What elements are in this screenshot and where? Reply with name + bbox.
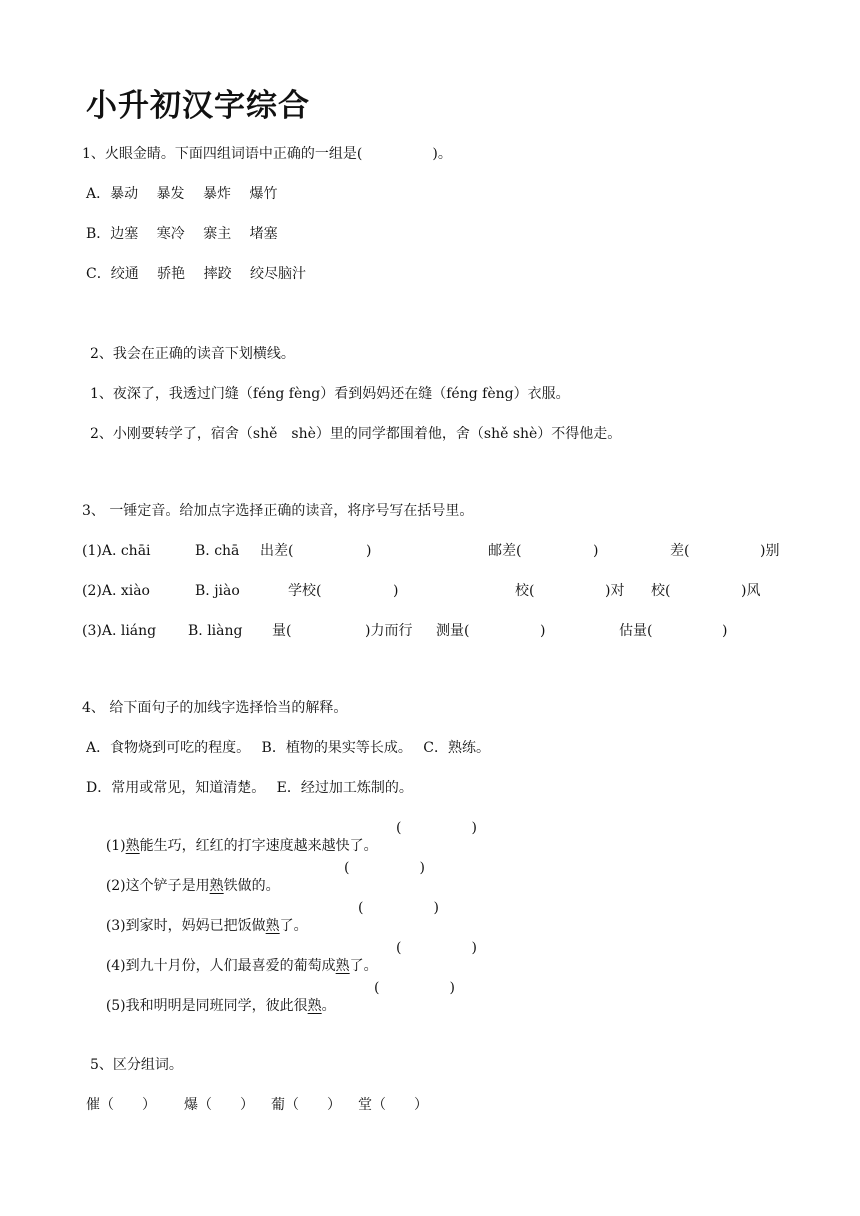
q5-item-3: 葡（ ） <box>271 1097 341 1113</box>
q4-definitions-2: D．常用或常见，知道清楚。 E．经过加工炼制的。 <box>86 780 413 796</box>
underlined-word: 熟 <box>307 998 322 1014</box>
q3-row3-option-a: (3)A. liáng <box>82 623 157 639</box>
q4-answer-blank-3: ( ) <box>358 900 439 916</box>
q5-stem: 5、区分组词。 <box>90 1057 183 1073</box>
q3-row2-option-a: (2)A. xiào <box>82 583 150 599</box>
q4-answer-blank-4: ( ) <box>396 940 477 956</box>
q3-row3-close3: ) <box>722 623 728 639</box>
underlined-word: 熟 <box>265 918 280 934</box>
q3-row2-close3: )风 <box>741 583 761 599</box>
q3-row3-close2: ) <box>540 623 546 639</box>
q1-option-c: C．绞通 骄艳 摔跤 绞尽脑汁 <box>86 266 307 282</box>
q3-row2-word3: 校( <box>651 583 671 599</box>
q3-row2-word1: 学校( <box>288 583 322 599</box>
q3-row3-word1: 量( <box>272 623 292 639</box>
q3-row1-option-a: (1)A. chāi <box>82 543 151 559</box>
sentence-text: (4)到九十月份，人们最喜爱的葡萄成 <box>105 958 336 974</box>
q1-option-a: A．暴动 暴发 暴炸 爆竹 <box>86 186 278 202</box>
q3-row2-word2: 校( <box>515 583 535 599</box>
q4-answer-blank-2: ( ) <box>344 860 425 876</box>
sentence-text: (1) <box>105 838 126 854</box>
q3-row1-close3: )别 <box>760 543 780 559</box>
underlined-word: 熟 <box>125 838 140 854</box>
q1-option-b: B．边塞 寒冷 寨主 堵塞 <box>86 226 278 242</box>
q3-row3-close1: )力而行 <box>365 623 413 639</box>
sentence-text: (3)到家时，妈妈已把饭做 <box>105 918 266 934</box>
q3-row3-word3: 估量( <box>619 623 653 639</box>
q4-answer-blank-5: ( ) <box>374 980 455 996</box>
sentence-text: 能生巧，红红的打字速度越来越快了。 <box>139 838 378 854</box>
q3-stem: 3、 一锤定音。给加点字选择正确的读音，将序号写在括号里。 <box>82 503 474 519</box>
underlined-word: 熟 <box>209 878 224 894</box>
page-title: 小升初汉字综合 <box>86 88 310 124</box>
q3-row1-word1: 出差( <box>260 543 294 559</box>
q1-stem: 1、火眼金睛。下面四组词语中正确的一组是( )。 <box>82 146 452 162</box>
sentence-text: (2)这个铲子是用 <box>105 878 210 894</box>
q4-definitions-1: A．食物烧到可吃的程度。 B．植物的果实等长成。 C．熟练。 <box>86 740 491 756</box>
q5-item-2: 爆（ ） <box>184 1097 254 1113</box>
sentence-text: (5)我和明明是同班同学，彼此很 <box>105 998 308 1014</box>
q2-item-2: 2、小刚要转学了，宿舍（shě shè）里的同学都围着他，舍（shě shè）不得他走。 <box>90 426 622 442</box>
sentence-text: 。 <box>321 998 336 1014</box>
q3-row2-close2: )对 <box>605 583 625 599</box>
underlined-word: 熟 <box>335 958 350 974</box>
q4-answer-blank-1: ( ) <box>396 820 477 836</box>
q3-row2-close1: ) <box>393 583 399 599</box>
q3-row1-close2: ) <box>593 543 599 559</box>
q3-row1-option-b: B. chā <box>195 543 240 559</box>
sentence-text: 了。 <box>349 958 378 974</box>
sentence-text: 铁做的。 <box>223 878 280 894</box>
q3-row2-option-b: B. jiào <box>195 583 240 599</box>
q5-item-1: 催（ ） <box>86 1097 156 1113</box>
q3-row1-close1: ) <box>366 543 372 559</box>
q3-row3-word2: 测量( <box>436 623 470 639</box>
q2-item-1: 1、夜深了，我透过门缝（féng fèng）看到妈妈还在缝（féng fèng）衣服。 <box>90 386 570 402</box>
q3-row3-option-b: B. liàng <box>188 623 243 639</box>
q2-stem: 2、我会在正确的读音下划横线。 <box>90 346 295 362</box>
q4-stem: 4、 给下面句子的加线字选择恰当的解释。 <box>82 700 348 716</box>
sentence-text: 了。 <box>279 918 308 934</box>
q3-row1-word2: 邮差( <box>488 543 522 559</box>
q5-item-4: 堂（ ） <box>358 1097 428 1113</box>
q4-sentence-5 <box>88 979 336 1033</box>
q3-row1-word3: 差( <box>670 543 690 559</box>
